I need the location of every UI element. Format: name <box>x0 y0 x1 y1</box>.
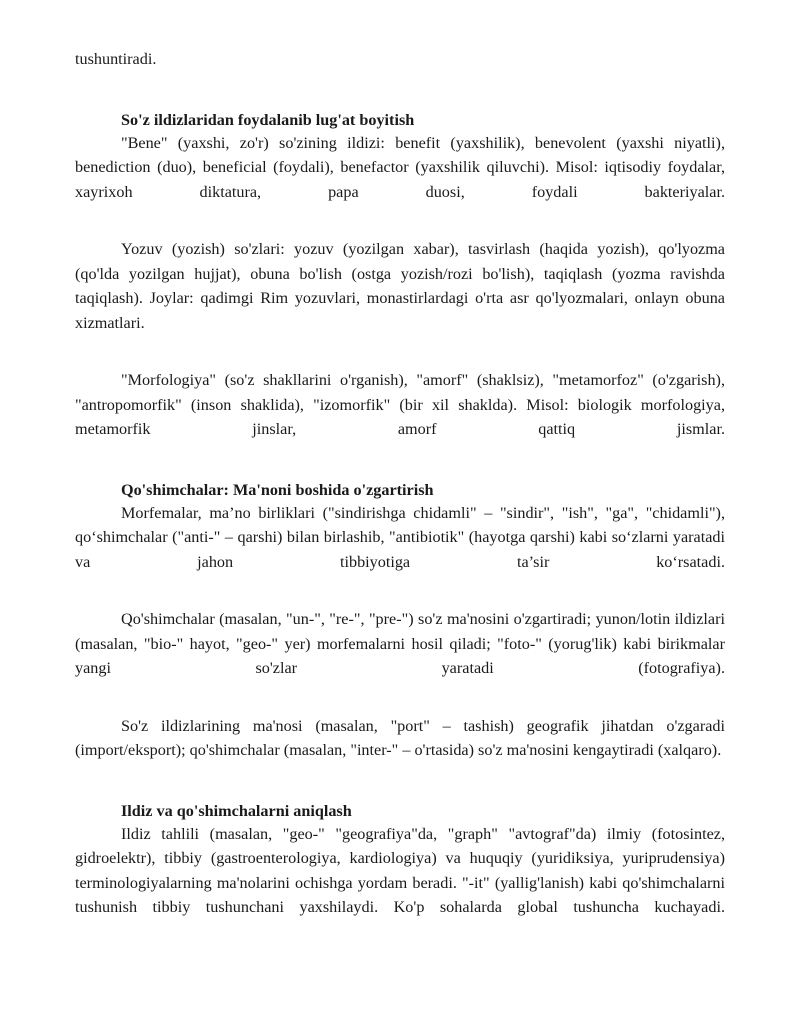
spacer <box>75 763 725 800</box>
section-heading-identify: Ildiz va qo'shimchalarni aniqlash <box>121 801 352 820</box>
spacer <box>75 681 725 714</box>
paragraph-morfemalar: Morfemalar, ma’no birliklari ("sindirishga chidamli" – "sindir", "ish", "ga", "chidamli"), qo‘shimchalar ("anti-" – qarshi) bilan birlashib, "antibiotik" (hayotga qarshi) kabi so‘zlarni yaratadi va jahon tibbiyotiga ta’sir ko‘rsatadi. <box>75 503 725 571</box>
spacer <box>75 335 725 368</box>
paragraph-morfologiya: "Morfologiya" (so'z shakllarini o'rganish), "amorf" (shaklsiz), "metamorfoz" (o'zgarish), "antropomorfik" (inson shaklida), "izomorfik" (bir xil shaklda). Misol: biologik morfologiya, metamorfik jinslar, amorf qattiq jismlar. <box>75 371 725 438</box>
spacer <box>75 72 725 109</box>
section-heading-roots: So'z ildizlaridan foydalanib lug'at boyitish <box>121 110 415 129</box>
paragraph-ildiz-manosi: So'z ildizlarining ma'nosi (masalan, "port" – tashish) geografik jihatdan o'zgaradi (import/eksport); qo'shimchalar (masalan, "inter-" – o'rtasida) so'z ma'nosini kengaytiradi (xalqaro). <box>75 716 725 759</box>
paragraph-ildiz-tahlili: Ildiz tahlili (masalan, "geo-" "geografiya"da, "graph" "avtograf"da) ilmiy (fotosintez, gidroelektr), tibbiy (gastroenterologiya, kardiologiya) va huquqiy (yuridiksiya, yuriprudensiya) terminologiyalarning ma'nolarini ochishga yordam beradi. "-it" (yallig'lanish) kabi qo'shimchalarni tushunish tibbiy tushunchani yaxshilaydi. Ko'p sohalarda global tushuncha kuchayadi. <box>75 824 725 916</box>
document-page <box>75 47 725 920</box>
paragraph-bene: "Bene" (yaxshi, zo'r) so'zining ildizi: benefit (yaxshilik), benevolent (yaxshi niyatli), benediction (duo), beneficial (foydali), benefactor (yaxshilik qiluvchi). Misol: iqtisodiy foydalar, xayrixoh diktatura, papa duosi, foydali bakteriyalar. <box>75 133 725 201</box>
paragraph-yozuv: Yozuv (yozish) so'zlari: yozuv (yozilgan xabar), tasvirlash (haqida yozish), qo'lyozma (qo'lda yozilgan hujjat), obuna bo'lish (ostga yozish/rozi bo'lish), taqiqlash (yozma ravishda taqiqlash). Joylar: qadimgi Rim yozuvlari, monastirlardagi o'rta asr qo'lyozmalari, onlayn obuna xizmatlari. <box>75 240 725 332</box>
paragraph-qoshimchalar: Qo'shimchalar (masalan, "un-", "re-", "pre-") so'z ma'nosini o'zgartiradi; yunon/lotin ildizlari (masalan, "bio-" hayot, "geo-" yer) morfemalarni hosil qiladi; "foto-" (yorug'lik) kabi birikmalar yangi so'zlar yaratadi (fotografiya). <box>75 610 725 677</box>
spacer <box>75 574 725 607</box>
section-heading-prefixes: Qo'shimchalar: Ma'noni boshida o'zgartirish <box>121 480 434 499</box>
spacer <box>75 204 725 237</box>
spacer <box>75 442 725 479</box>
intro-line: tushuntiradi. <box>75 50 157 68</box>
